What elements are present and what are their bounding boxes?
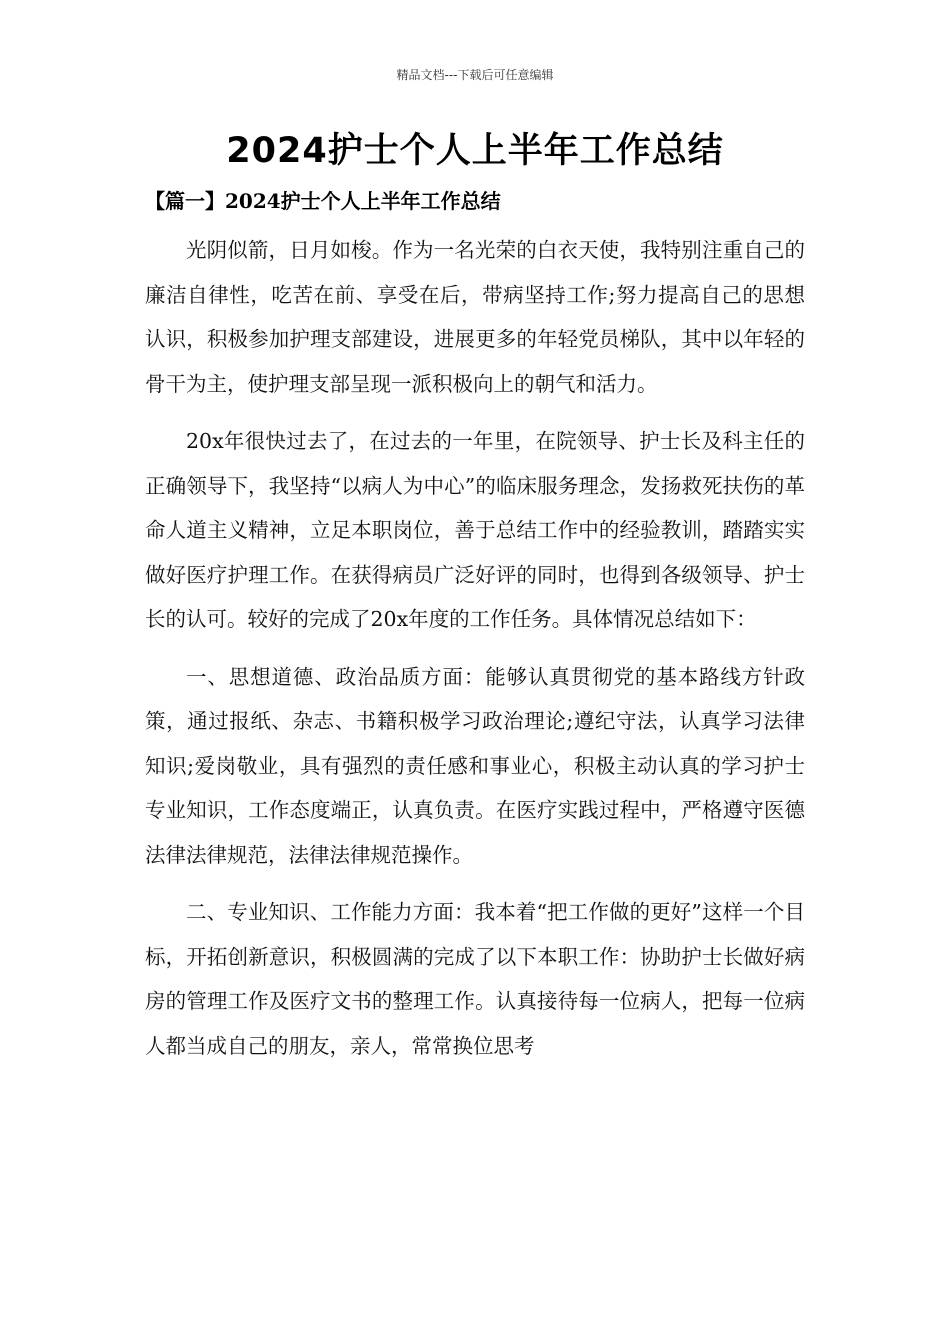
paragraph-4: 二、专业知识、工作能力方面：我本着“把工作做的更好”这样一个目标，开拓创新意识，积极圆满的完成了以下本职工作：协助护士长做好病房的管理工作及医疗文书的整理工作。认真接待每一位病人，把每一位病人都当成自己的朋友，亲人，常常换位思考 — [145, 900, 805, 1058]
document-body — [145, 228, 805, 1081]
paragraph-3: 一、思想道德、政治品质方面：能够认真贯彻党的基本路线方针政策，通过报纸、杂志、书籍积极学习政治理论;遵纪守法，认真学习法律知识;爱岗敬业，具有强烈的责任感和事业心，积极主动认真的学习护士专业知识，工作态度端正，认真负责。在医疗实践过程中，严格遵守医德法律法律规范，法律法律规范操作。 — [145, 664, 805, 867]
header-note: 精品文档---下载后可任意编辑 — [396, 68, 554, 82]
section-heading: 【篇一】2024护士个人上半年工作总结 — [145, 189, 501, 213]
paragraph-1: 光阴似箭，日月如梭。作为一名光荣的白衣天使，我特别注重自己的廉洁自律性，吃苦在前、享受在后，带病坚持工作;努力提高自己的思想认识，积极参加护理支部建设，进展更多的年轻党员梯队，其中以年轻的骨干为主，使护理支部呈现一派积极向上的朝气和活力。 — [145, 238, 805, 396]
document-title: 2024护士个人上半年工作总结 — [226, 131, 724, 171]
paragraph-2: 20x年很快过去了，在过去的一年里，在院领导、护士长及科主任的正确领导下，我坚持“以病人为中心”的临床服务理念，发扬救死扶伤的革命人道主义精神，立足本职岗位，善于总结工作中的经验教训，踏踏实实做好医疗护理工作。在获得病员广泛好评的同时，也得到各级领导、护士长的认可。较好的完成了20x年度的工作任务。具体情况总结如下： — [145, 429, 805, 631]
